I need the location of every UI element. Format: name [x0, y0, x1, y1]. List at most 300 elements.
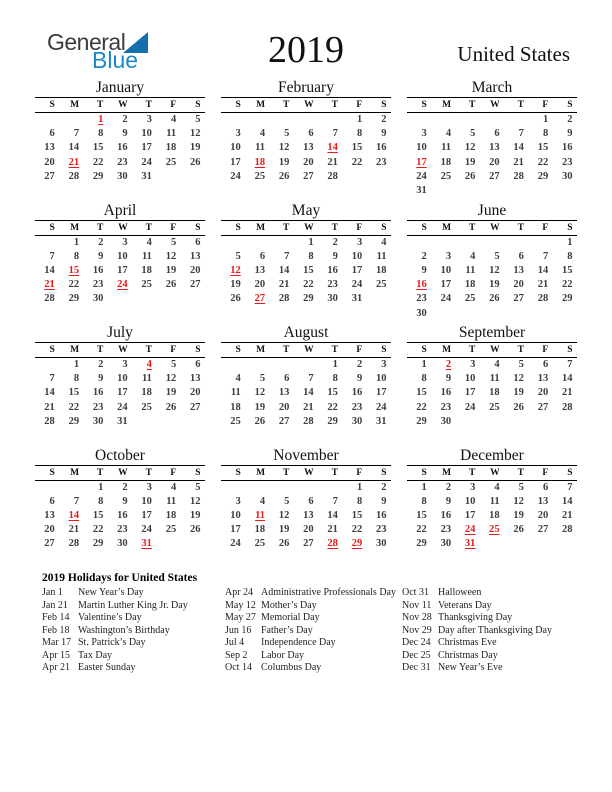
date-cell: 24 [464, 401, 476, 413]
date-cell [270, 480, 294, 495]
date-cell: 3 [381, 359, 387, 370]
date-cell: 24 [440, 293, 452, 305]
date-cell [431, 358, 455, 373]
date-cell: 14 [44, 264, 55, 276]
date-cell [504, 537, 528, 551]
holiday-item-date: Feb 18 [42, 624, 70, 636]
date-cell: 2 [421, 250, 427, 262]
date-cell: 5 [235, 250, 241, 262]
month-table [221, 97, 391, 198]
date-cell [132, 552, 156, 566]
date-cell: 13 [254, 264, 266, 276]
date-cell: 2 [567, 114, 573, 125]
date-cell [456, 429, 480, 443]
week-row [221, 127, 391, 141]
date-cell [84, 113, 108, 128]
date-cell: 6 [542, 481, 549, 493]
date-cell [456, 307, 480, 321]
date-cell [156, 552, 180, 566]
date-cell: 13 [278, 387, 290, 399]
date-cell [294, 480, 318, 495]
day-header: M [431, 465, 455, 480]
day-header: F [528, 465, 552, 480]
date-cell [181, 184, 205, 198]
holiday-item-name: Washington’s Birthday [78, 624, 170, 636]
date-cell [431, 235, 455, 250]
day-header: S [407, 220, 431, 235]
holiday-item-date: Apr 21 [42, 662, 71, 673]
date-cell: 2 [356, 359, 363, 370]
day-header-row [221, 98, 391, 113]
day-header: T [318, 465, 342, 480]
date-cell: 12 [190, 128, 201, 140]
holiday-date: 31 [464, 538, 476, 550]
holiday-date: 17 [416, 156, 427, 168]
date-cell: 20 [489, 156, 500, 168]
month-title: September [458, 324, 526, 341]
date-cell [318, 552, 342, 566]
date-cell: 28 [303, 415, 314, 427]
date-cell: 31 [416, 185, 427, 197]
date-cell [35, 307, 59, 321]
date-cell [480, 537, 504, 551]
date-cell [270, 235, 294, 250]
date-cell: 18 [141, 387, 152, 399]
date-cell: 18 [165, 509, 177, 521]
date-cell: 5 [259, 373, 266, 385]
date-cell: 15 [92, 509, 104, 521]
date-cell: 27 [303, 170, 314, 182]
date-cell: 18 [489, 387, 500, 399]
date-cell: 13 [513, 264, 524, 276]
date-cell: 1 [308, 236, 314, 248]
date-cell: 5 [195, 481, 201, 493]
date-cell: 11 [166, 128, 177, 140]
date-cell: 2 [445, 481, 452, 493]
date-cell: 16 [440, 387, 452, 399]
date-cell [456, 537, 480, 551]
week-row [407, 307, 577, 321]
day-header: T [456, 220, 480, 235]
day-header: T [84, 343, 108, 358]
holiday-item [42, 612, 225, 625]
date-cell: 7 [308, 373, 314, 385]
date-cell: 24 [230, 538, 241, 550]
day-header: S [181, 220, 205, 235]
day-header: M [245, 343, 269, 358]
date-cell: 9 [381, 128, 387, 140]
date-cell: 24 [141, 524, 152, 536]
day-header: S [181, 465, 205, 480]
date-cell: 12 [165, 250, 177, 262]
date-cell: 31 [117, 415, 128, 427]
date-cell: 31 [141, 170, 152, 182]
date-cell [318, 429, 342, 443]
date-cell: 30 [92, 415, 104, 427]
date-cell: 29 [68, 293, 80, 305]
day-header: M [59, 98, 83, 113]
date-cell: 29 [416, 538, 427, 550]
holiday-date: 16 [416, 279, 427, 291]
date-cell: 2 [122, 481, 128, 493]
day-header: S [553, 343, 577, 358]
month-title: July [107, 324, 133, 341]
date-cell: 27 [513, 293, 524, 305]
date-cell [59, 264, 83, 278]
day-header: W [294, 98, 318, 113]
month-table [407, 97, 577, 198]
date-cell: 22 [416, 524, 427, 536]
date-cell: 3 [235, 495, 241, 507]
date-cell: 9 [421, 264, 427, 276]
date-cell: 8 [308, 250, 314, 262]
holiday-item [225, 637, 402, 650]
date-cell [318, 480, 342, 495]
date-cell: 26 [278, 538, 290, 550]
day-header: S [553, 98, 577, 113]
holiday-item [402, 625, 582, 638]
week-row [407, 495, 577, 509]
date-cell: 21 [303, 401, 314, 413]
holiday-date: 29 [351, 538, 363, 550]
date-cell: 30 [376, 538, 387, 550]
date-cell [367, 170, 391, 184]
week-row [221, 170, 391, 184]
date-cell [245, 358, 269, 373]
date-cell [456, 184, 480, 198]
date-cell [35, 184, 59, 198]
holiday-date: 21 [68, 156, 80, 168]
date-cell: 5 [170, 359, 177, 370]
date-cell: 26 [489, 293, 500, 305]
day-header: F [156, 98, 180, 113]
date-cell: 28 [44, 293, 55, 305]
date-cell: 7 [567, 359, 573, 370]
date-cell: 30 [562, 170, 573, 182]
date-cell [221, 264, 245, 278]
date-cell [35, 235, 59, 250]
date-cell [132, 307, 156, 321]
date-cell: 22 [562, 279, 573, 291]
date-cell: 3 [421, 128, 427, 140]
date-cell [35, 278, 59, 292]
date-cell: 5 [518, 481, 524, 493]
date-cell: 9 [98, 250, 104, 262]
date-cell [132, 429, 156, 443]
date-cell: 10 [376, 373, 387, 385]
date-cell [528, 415, 552, 429]
date-cell [221, 552, 245, 566]
week-row [35, 127, 205, 141]
date-cell: 10 [117, 373, 128, 385]
date-cell: 23 [562, 156, 573, 168]
date-cell: 20 [303, 156, 314, 168]
date-cell: 13 [303, 509, 314, 521]
date-cell: 24 [351, 279, 363, 291]
day-header: T [504, 343, 528, 358]
date-cell: 19 [513, 387, 524, 399]
date-cell: 11 [141, 373, 152, 385]
date-cell: 19 [513, 509, 524, 521]
week-row [221, 509, 391, 523]
date-cell: 26 [254, 415, 266, 427]
week-row [407, 429, 577, 443]
day-header: F [528, 343, 552, 358]
date-cell: 8 [73, 250, 80, 262]
date-cell [431, 429, 455, 443]
holiday-item [402, 587, 582, 600]
date-cell [342, 184, 366, 198]
date-cell: 8 [98, 128, 104, 140]
date-cell [367, 292, 391, 306]
date-cell: 1 [567, 236, 573, 248]
date-cell: 26 [190, 524, 201, 536]
day-header: T [84, 220, 108, 235]
date-cell [156, 170, 180, 184]
holiday-item-date: Jan 1 [42, 587, 63, 598]
date-cell: 8 [98, 495, 104, 507]
week-row [221, 156, 391, 170]
date-cell: 4 [235, 373, 241, 385]
date-cell: 6 [195, 236, 201, 248]
date-cell: 20 [254, 279, 266, 291]
date-cell: 19 [278, 524, 290, 536]
day-header-row [221, 343, 391, 358]
date-cell [294, 552, 318, 566]
date-cell: 10 [141, 495, 152, 507]
date-cell: 29 [303, 293, 314, 305]
day-header: S [367, 465, 391, 480]
holiday-date: 24 [464, 524, 476, 536]
date-cell [132, 537, 156, 551]
date-cell: 12 [513, 495, 524, 507]
date-cell [431, 113, 455, 128]
week-row [221, 386, 391, 400]
holiday-item-date: Apr 15 [42, 649, 71, 661]
date-cell [221, 429, 245, 443]
date-cell: 23 [117, 156, 128, 168]
week-row [407, 156, 577, 170]
date-cell: 29 [327, 415, 338, 427]
day-header-row [35, 465, 205, 480]
year-title: 2019 [268, 29, 344, 71]
date-cell: 23 [376, 156, 387, 168]
date-cell: 27 [278, 415, 290, 427]
date-cell: 28 [537, 293, 549, 305]
date-cell: 27 [537, 401, 549, 413]
date-cell: 5 [284, 495, 290, 507]
date-cell: 23 [416, 293, 427, 305]
date-cell: 18 [165, 142, 177, 154]
date-cell: 4 [381, 236, 387, 248]
date-cell: 13 [190, 373, 201, 385]
week-row [221, 429, 391, 443]
month-table [221, 342, 391, 443]
holiday-item-name: New Year’s Eve [438, 662, 503, 673]
holiday-item-name: Christmas Day [438, 649, 498, 661]
date-cell: 25 [440, 170, 452, 182]
day-header-row [221, 465, 391, 480]
holiday-date: 27 [254, 293, 266, 305]
month-november [221, 446, 391, 569]
date-cell: 16 [376, 142, 387, 154]
date-cell [367, 307, 391, 321]
date-cell: 11 [376, 250, 387, 262]
month-table [35, 220, 205, 321]
date-cell: 23 [351, 401, 363, 413]
date-cell: 2 [98, 359, 104, 370]
date-cell: 30 [92, 293, 104, 305]
date-cell: 21 [68, 524, 80, 536]
day-header: S [35, 220, 59, 235]
date-cell: 25 [464, 293, 476, 305]
date-cell: 5 [470, 128, 476, 140]
week-row [35, 235, 205, 250]
date-cell: 4 [470, 250, 476, 262]
date-cell: 1 [421, 359, 427, 370]
date-cell [528, 537, 552, 551]
date-cell: 20 [303, 524, 314, 536]
date-cell [84, 552, 108, 566]
date-cell: 10 [230, 509, 241, 521]
date-cell [59, 480, 83, 495]
holiday-date: 18 [254, 156, 266, 168]
date-cell: 17 [117, 387, 128, 399]
holiday-item [225, 650, 402, 663]
date-cell: 14 [44, 387, 55, 399]
date-cell: 18 [440, 156, 452, 168]
week-row [407, 537, 577, 551]
week-row [35, 184, 205, 198]
date-cell [553, 184, 577, 198]
date-cell: 10 [351, 250, 363, 262]
date-cell: 1 [542, 114, 549, 125]
date-cell: 10 [464, 373, 476, 385]
date-cell: 16 [351, 387, 363, 399]
date-cell: 5 [195, 114, 201, 125]
date-cell [270, 358, 294, 373]
date-cell [504, 184, 528, 198]
date-cell: 15 [351, 142, 363, 154]
date-cell [318, 184, 342, 198]
date-cell: 18 [376, 264, 387, 276]
date-cell: 23 [92, 401, 104, 413]
day-header: T [132, 343, 156, 358]
date-cell: 13 [537, 495, 549, 507]
date-cell: 15 [92, 142, 104, 154]
day-header: F [156, 343, 180, 358]
holiday-item-date: Feb 14 [42, 612, 70, 623]
country-title: United States [457, 42, 570, 66]
date-cell [221, 307, 245, 321]
week-row [221, 307, 391, 321]
date-cell: 1 [73, 359, 80, 370]
day-header: T [504, 220, 528, 235]
holiday-item [402, 650, 582, 663]
holiday-item-date: Jun 16 [225, 624, 252, 636]
date-cell [480, 307, 504, 321]
month-table [407, 465, 577, 566]
date-cell: 8 [332, 373, 338, 385]
holiday-item-name: Halloween [438, 587, 482, 598]
week-row [221, 250, 391, 264]
day-header: S [407, 98, 431, 113]
date-cell: 30 [327, 293, 338, 305]
date-cell: 27 [190, 279, 201, 291]
date-cell: 14 [562, 495, 573, 507]
holidays-columns [42, 587, 582, 675]
months-grid [35, 78, 577, 568]
date-cell: 19 [190, 509, 201, 521]
week-row [221, 480, 391, 495]
week-row [221, 292, 391, 306]
date-cell: 16 [327, 264, 338, 276]
date-cell: 13 [44, 142, 55, 154]
date-cell: 5 [170, 236, 177, 248]
holiday-item-date: Dec 25 [402, 649, 431, 661]
day-header: T [84, 465, 108, 480]
date-cell: 17 [117, 264, 128, 276]
holiday-date: 14 [68, 509, 80, 521]
date-cell: 16 [117, 509, 128, 521]
date-cell: 3 [470, 481, 476, 493]
holiday-item [42, 587, 225, 600]
day-header: M [245, 220, 269, 235]
date-cell [294, 429, 318, 443]
week-row [35, 509, 205, 523]
month-title: November [273, 446, 339, 464]
date-cell: 9 [98, 373, 104, 385]
date-cell: 15 [562, 264, 573, 276]
day-header-row [35, 343, 205, 358]
date-cell [132, 358, 156, 373]
date-cell: 23 [440, 524, 452, 536]
day-header: F [342, 465, 366, 480]
date-cell [35, 113, 59, 128]
holiday-item-name: St. Patrick’s Day [78, 637, 146, 648]
date-cell [35, 552, 59, 566]
date-cell: 21 [562, 387, 573, 399]
day-header: S [221, 343, 245, 358]
date-cell: 20 [44, 524, 55, 536]
date-cell: 20 [513, 279, 524, 291]
holiday-item-date: Nov 29 [402, 624, 432, 636]
month-table [407, 342, 577, 443]
date-cell: 1 [356, 114, 363, 125]
date-cell: 17 [141, 509, 152, 521]
date-cell: 28 [562, 524, 573, 536]
date-cell: 8 [567, 250, 573, 262]
date-cell: 7 [567, 481, 573, 493]
date-cell [342, 429, 366, 443]
date-cell [84, 184, 108, 198]
date-cell [407, 552, 431, 566]
day-header-row [407, 220, 577, 235]
date-cell: 5 [494, 250, 500, 262]
day-header: W [108, 343, 132, 358]
week-row [35, 552, 205, 566]
week-row [407, 170, 577, 184]
holiday-item-date: Jul 4 [225, 637, 245, 648]
day-header: F [528, 220, 552, 235]
date-cell: 10 [464, 495, 476, 507]
date-cell [156, 537, 180, 551]
week-row [407, 141, 577, 155]
date-cell: 4 [170, 481, 177, 493]
day-header: S [181, 343, 205, 358]
month-table [221, 465, 391, 566]
date-cell [480, 429, 504, 443]
